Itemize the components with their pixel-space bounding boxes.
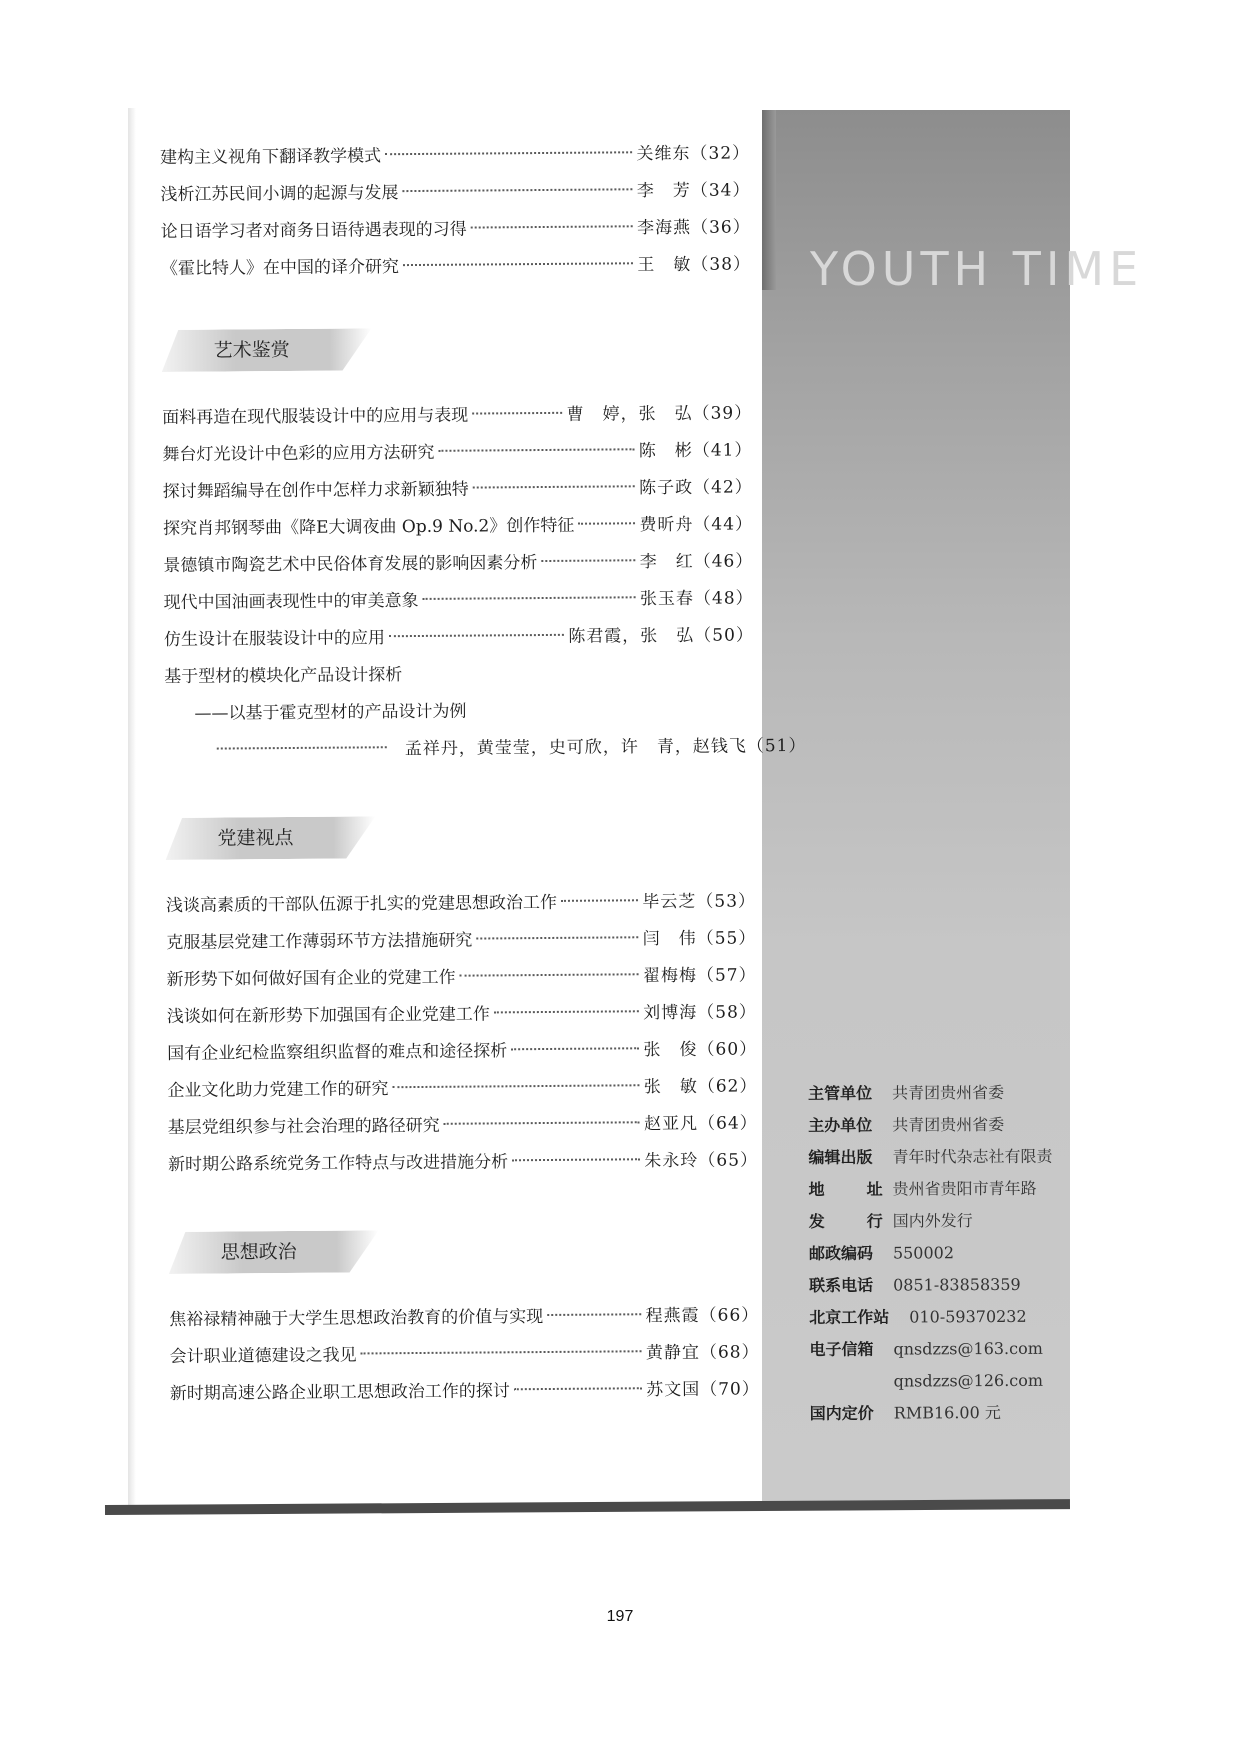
toc-entry-title: 企业文化助力党建工作的研究 xyxy=(167,1079,389,1101)
info-value: 青年时代杂志社有限责 xyxy=(892,1146,1053,1167)
dot-leader xyxy=(423,595,636,600)
toc-entry-author-page: 李 红（46） xyxy=(639,551,754,573)
info-value[interactable]: qnsdzzs@163.com xyxy=(893,1338,1043,1359)
table-of-contents xyxy=(160,135,807,1413)
toc-entry-author-page: 翟梅梅（57） xyxy=(642,965,757,987)
toc-entry[interactable] xyxy=(163,469,753,511)
toc-entry-subtitle: ——以基于霍克型材的产品设计为例 xyxy=(194,701,467,724)
toc-entry[interactable] xyxy=(163,580,753,622)
toc-entry-author-page: 朱永玲（65） xyxy=(644,1150,759,1172)
toc-entry[interactable] xyxy=(167,1068,757,1110)
toc-entry-title: 仿生设计在服装设计中的应用 xyxy=(163,628,385,650)
section-header xyxy=(169,1223,759,1276)
toc-entry-author-page: 赵亚凡（64） xyxy=(644,1113,758,1135)
toc-entry[interactable] xyxy=(162,395,752,437)
bottom-rule xyxy=(105,1499,1070,1515)
section-title: 艺术鉴赏 xyxy=(213,338,290,362)
toc-entry[interactable] xyxy=(168,1142,758,1184)
toc-entry-title: 建构主义视角下翻译教学模式 xyxy=(160,146,382,168)
dot-leader xyxy=(389,633,564,637)
dot-leader xyxy=(472,411,562,415)
cover-notch xyxy=(762,110,776,290)
toc-entry-title: 论日语学习者对商务日语待遇表现的习得 xyxy=(160,219,467,242)
dot-leader xyxy=(460,972,639,976)
dot-leader xyxy=(217,745,387,749)
toc-entry-title: 新时期高速公路企业职工思想政治工作的探讨 xyxy=(169,1381,510,1404)
toc-entry-title: 国有企业纪检监察组织监督的难点和途径探析 xyxy=(167,1041,508,1064)
toc-entry-multiline-author xyxy=(165,728,807,770)
toc-entry[interactable] xyxy=(166,920,756,962)
toc-entry[interactable] xyxy=(167,1031,757,1073)
toc-entry[interactable] xyxy=(161,209,751,251)
dot-leader xyxy=(511,1046,639,1050)
dot-leader xyxy=(392,1083,639,1088)
toc-entry-author-page: 王 敏（38） xyxy=(637,254,752,276)
section-header xyxy=(161,321,751,374)
info-value: 010-59370232 xyxy=(909,1306,1027,1327)
info-label: 主管单位 xyxy=(808,1083,873,1103)
info-value: 共青团贵州省委 xyxy=(892,1082,1005,1103)
info-label: 编辑出版 xyxy=(808,1147,873,1167)
dot-leader xyxy=(561,898,638,902)
toc-entry[interactable] xyxy=(168,1105,758,1147)
dot-leader xyxy=(438,447,634,452)
info-label xyxy=(810,1366,894,1398)
info-value: 550002 xyxy=(892,1243,955,1263)
toc-entry-author-page: 毕云芝（53） xyxy=(642,891,757,913)
dot-leader xyxy=(512,1157,640,1161)
toc-entry-title: 焦裕禄精神融于大学生思想政治教育的价值与实现 xyxy=(169,1307,544,1330)
toc-entry-title: 舞台灯光设计中色彩的应用方法研究 xyxy=(162,442,435,465)
toc-entry-author-page: 程燕霞（66） xyxy=(645,1305,760,1327)
section-title: 思想政治 xyxy=(220,1240,297,1264)
info-label: 地址 xyxy=(808,1179,883,1199)
info-row xyxy=(809,1205,1071,1238)
info-label: 联系电话 xyxy=(809,1275,874,1295)
info-value[interactable]: qnsdzzs@126.com xyxy=(893,1370,1044,1391)
dot-leader xyxy=(476,935,638,939)
toc-entry-title: 新时期公路系统党务工作特点与改进措施分析 xyxy=(167,1152,509,1175)
toc-entry-title: 会计职业道德建设之我见 xyxy=(169,1345,357,1367)
dot-leader xyxy=(444,1120,640,1125)
toc-entry-title: 现代中国油画表现性中的审美意象 xyxy=(163,590,419,613)
toc-entry-author-page: 张玉春（48） xyxy=(639,588,754,610)
dot-leader xyxy=(541,558,635,562)
toc-entry-title: 新形势下如何做好国有企业的党建工作 xyxy=(166,967,456,990)
info-value: 0851-83858359 xyxy=(893,1274,1021,1295)
toc-entry-title: 景德镇市陶瓷艺术中民俗体育发展的影响因素分析 xyxy=(163,553,538,576)
dot-leader xyxy=(402,187,632,192)
toc-entry-author-page: 刘博海（58） xyxy=(643,1002,757,1024)
toc-entry-title: 克服基层党建工作薄弱环节方法措施研究 xyxy=(166,930,473,953)
toc-entry-author-page: 关维东（32） xyxy=(636,143,751,165)
info-label: 主办单位 xyxy=(808,1115,873,1135)
toc-entry[interactable] xyxy=(169,1297,759,1339)
info-label: 发行 xyxy=(808,1211,883,1231)
toc-entry-author-page: 苏文国（70） xyxy=(646,1379,760,1401)
info-row xyxy=(809,1333,1071,1366)
toc-entry[interactable] xyxy=(164,617,754,659)
toc-entry-author-page: 闫 伟（55） xyxy=(642,928,757,950)
page-number: 197 xyxy=(606,1608,634,1625)
binding-shadow xyxy=(128,108,136,1508)
toc-entry-author-page: 张 俊（60） xyxy=(643,1039,758,1061)
dot-leader xyxy=(361,1349,642,1354)
info-value: 共青团贵州省委 xyxy=(892,1114,1005,1135)
toc-entry-title: 浅谈高素质的干部队伍源于扎实的党建思想政治工作 xyxy=(165,892,558,916)
toc-entry-author-page: 李 芳（34） xyxy=(636,180,751,202)
toc-entry-title: 浅谈如何在新形势下加强国有企业党建工作 xyxy=(166,1004,490,1027)
publication-info xyxy=(808,1077,1072,1430)
toc-entry-title: 探究肖邦钢琴曲《降E大调夜曲 Op.9 No.2》创作特征 xyxy=(162,515,575,539)
info-value: RMB16.00 元 xyxy=(893,1402,1001,1423)
info-label: 邮政编码 xyxy=(808,1243,873,1263)
info-row xyxy=(809,1237,1071,1270)
toc-entry[interactable] xyxy=(160,172,750,214)
info-label: 北京工作站 xyxy=(809,1307,890,1327)
toc-entry-title: 探讨舞蹈编导在创作中怎样力求新颖独特 xyxy=(162,479,469,502)
dot-leader xyxy=(471,224,633,228)
toc-entry-author-page: 李海燕（36） xyxy=(636,217,751,239)
toc-entry-multiline-title[interactable]: 基于型材的模块化产品设计探析 xyxy=(164,665,403,687)
info-row xyxy=(810,1365,1072,1398)
dot-leader xyxy=(494,1009,639,1013)
toc-entry-author-page: 陈子政（42） xyxy=(639,477,753,499)
toc-entry[interactable] xyxy=(162,432,752,474)
info-label: 电子信箱 xyxy=(809,1339,874,1359)
toc-entry-title: 基层党组织参与社会治理的路径研究 xyxy=(167,1115,440,1138)
toc-entry-author-page: 张 敏（62） xyxy=(643,1076,758,1098)
info-row xyxy=(809,1269,1071,1302)
dot-leader xyxy=(514,1386,642,1390)
toc-entry-title: 《霍比特人》在中国的译介研究 xyxy=(160,257,400,279)
section-title: 党建视点 xyxy=(217,826,294,850)
toc-entry[interactable] xyxy=(166,883,756,925)
info-row xyxy=(810,1397,1072,1430)
toc-entry[interactable] xyxy=(170,1371,760,1413)
info-value: 贵州省贵阳市青年路 xyxy=(892,1178,1037,1199)
dot-leader xyxy=(473,484,635,488)
dot-leader xyxy=(385,150,632,155)
toc-entry-author-page: 费昕舟（44） xyxy=(639,514,754,536)
toc-entry[interactable] xyxy=(163,506,753,548)
toc-entry[interactable] xyxy=(163,543,753,585)
cover-brand-text: YOUTH TIME xyxy=(810,242,1144,296)
toc-entry[interactable] xyxy=(161,246,751,288)
info-row xyxy=(809,1173,1071,1206)
dot-leader xyxy=(403,261,633,266)
info-row xyxy=(808,1109,1070,1142)
dot-leader xyxy=(578,521,635,524)
info-row xyxy=(809,1301,1071,1334)
info-row xyxy=(808,1141,1070,1174)
toc-entry-author-page: 陈君霞，张 弘（50） xyxy=(568,625,754,647)
toc-entry-author-page: 陈 彬（41） xyxy=(638,440,753,462)
toc-entry[interactable] xyxy=(167,994,757,1036)
info-label: 国内定价 xyxy=(809,1403,874,1423)
toc-entry-author-page: 曹 婷，张 弘（39） xyxy=(566,403,753,425)
toc-entry-title: 浅析江苏民间小调的起源与发展 xyxy=(160,183,399,205)
toc-entry-title: 面料再造在现代服装设计中的应用与表现 xyxy=(162,405,469,428)
toc-entry[interactable] xyxy=(160,135,750,177)
info-row xyxy=(808,1077,1070,1110)
section-header xyxy=(165,809,755,862)
toc-entry-author-page: 孟祥丹，黄莹莹，史可欣，许 青，赵钱飞（51） xyxy=(404,735,807,760)
toc-entry[interactable] xyxy=(169,1334,759,1376)
dot-leader xyxy=(547,1312,641,1316)
info-value: 国内外发行 xyxy=(892,1211,973,1231)
toc-entry-author-page: 黄静宜（68） xyxy=(645,1342,760,1364)
toc-entry[interactable] xyxy=(166,957,756,999)
